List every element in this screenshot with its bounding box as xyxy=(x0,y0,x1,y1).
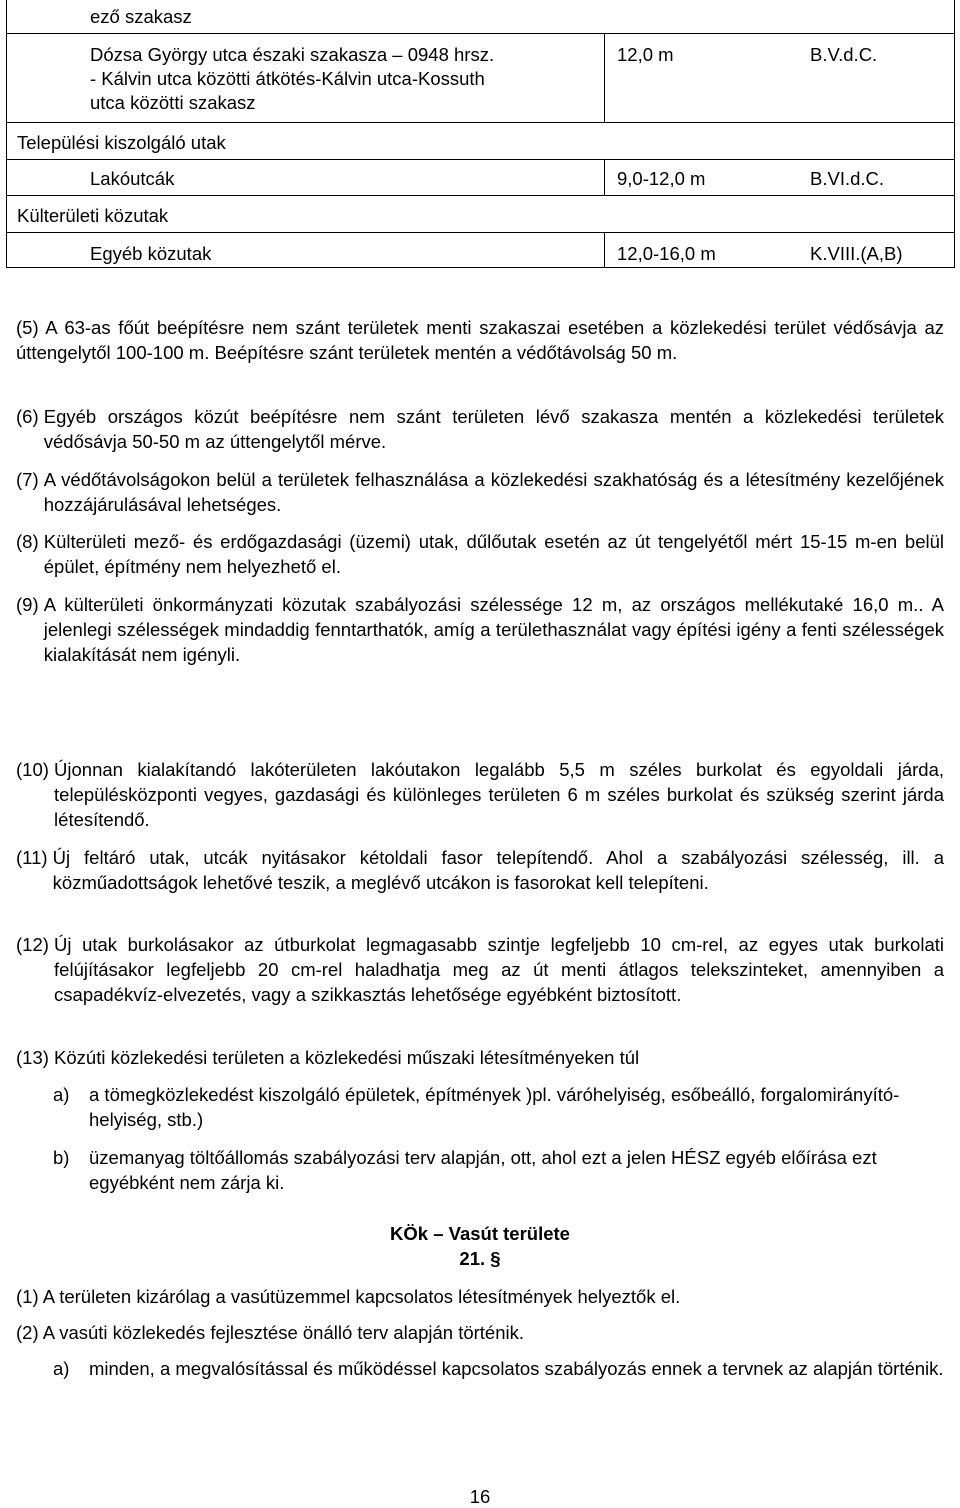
paragraph-10-text: Újonnan kialakítandó lakóterületen lakóutakon legalább 5,5 m széles burkolat és egyoldali járda, településközponti vegyes, gazdasági és különleges területen 6 m széles burkolat és szükség szerint járda létesítendő. xyxy=(54,759,944,830)
table-continuation-label: ező szakasz xyxy=(90,6,192,27)
item-a-text: a tömegközlekedést kiszolgáló épületek, építmények )pl. váróhelyiség, esőbeálló, forgalomirányító-helyiség, stb.) xyxy=(89,1084,900,1130)
paragraph-11 xyxy=(16,845,944,895)
dozsa-row-line3: utca közötti szakasz xyxy=(90,92,256,113)
section-21-item-a xyxy=(53,1356,944,1381)
section-21-paragraph-1: (1) A területen kizárólag a vasútüzemmel kapcsolatos létesítmények helyeztők el. xyxy=(16,1286,681,1307)
section-telepulesi-utak: Települési kiszolgáló utak xyxy=(17,132,226,153)
dozsa-row-width: 12,0 m xyxy=(617,44,674,65)
paragraph-8-text: Külterületi mező- és erdőgazdasági (üzemi) utak, dűlőutak esetén az út tengelyétől mért 15-15 m-en belül épület, építmény nem helyezhető el. xyxy=(43,531,944,577)
paragraph-10-number: (10) xyxy=(16,759,55,780)
section-21-paragraph-2: (2) A vasúti közlekedés fejlesztése önálló terv alapján történik. xyxy=(16,1322,525,1343)
lakoutcak-row-name: Lakóutcák xyxy=(90,168,175,189)
paragraph-6-text: Egyéb országos közút beépítésre nem szánt területen lévő szakasza mentén a közlekedési területek védősávja 50-50 m az úttengelytől mérve. xyxy=(43,406,944,452)
paragraph-13-item-a xyxy=(53,1082,944,1132)
section-21-item-a-text: minden, a megvalósítással és működéssel kapcsolatos szabályozás ennek a tervnek az alapján történik. xyxy=(89,1358,944,1379)
paragraph-8-number: (8) xyxy=(16,531,44,552)
egyeb-row-name: Egyéb közutak xyxy=(90,243,212,264)
section-21-title: KÖk – Vasút területe xyxy=(390,1223,570,1244)
paragraph-8 xyxy=(16,529,944,579)
paragraph-11-number: (11) xyxy=(16,847,53,868)
paragraph-6 xyxy=(16,404,944,454)
lakoutcak-row-width: 9,0-12,0 m xyxy=(617,168,706,189)
item-b-text: üzemanyag töltőállomás szabályozási terv alapján, ott, ahol ezt a jelen HÉSZ egyéb előírása ezt egyébként nem zárja ki. xyxy=(89,1147,877,1193)
paragraph-6-number: (6) xyxy=(16,406,44,427)
paragraph-12-number: (12) xyxy=(16,934,55,955)
page-number: 16 xyxy=(469,1486,491,1507)
paragraph-12 xyxy=(16,932,944,1007)
item-b-label: b) xyxy=(53,1147,70,1168)
lakoutcak-row-category: B.VI.d.C. xyxy=(810,168,885,189)
item-a-label: a) xyxy=(53,1084,70,1105)
egyeb-row-category: K.VIII.(A,B) xyxy=(810,243,903,264)
paragraph-11-text: Új feltáró utak, utcák nyitásakor kétoldali fasor telepítendő. Ahol a szabályozási szélesség, ill. a közműadottságok lehetővé teszik, a meglévő utcákon is fasorokat kell telepíteni. xyxy=(52,847,944,893)
dozsa-row-line1: Dózsa György utca északi szakasza – 0948 hrsz. xyxy=(90,44,495,65)
paragraph-9 xyxy=(16,592,944,667)
paragraph-10 xyxy=(16,757,944,832)
paragraph-7-text: A védőtávolságokon belül a területek felhasználása a közlekedési szakhatóság és a létesítmény kezelőjének hozzájárulásával lehetséges. xyxy=(43,469,944,515)
dozsa-row-line2: - Kálvin utca közötti átkötés-Kálvin utca-Kossuth xyxy=(90,68,485,89)
section-kulteruleti-kozutak: Külterületi közutak xyxy=(17,205,169,226)
paragraph-13: (13) Közúti közlekedési területen a közlekedési műszaki létesítményeken túl xyxy=(16,1047,640,1068)
section-21-item-a-label: a) xyxy=(53,1358,70,1379)
section-21-number: 21. § xyxy=(459,1248,501,1269)
paragraph-5: (5) A 63-as főút beépítésre nem szánt területek menti szakaszai esetében a közlekedési terület védősávja az úttengelytől 100-100 m. Beépítésre szánt területek mentén a védőtávolság 50 m. xyxy=(16,317,944,363)
dozsa-row-category: B.V.d.C. xyxy=(810,44,878,65)
paragraph-12-text: Új utak burkolásakor az útburkolat legmagasabb szintje legfeljebb 10 cm-rel, az egyes utak burkolati felújításakor legfeljebb 20 cm-rel haladhatja meg az út menti átlagos telekszinteket, amennyiben a csapadékvíz-elvezetés, vagy a szikkasztás lehetősége egyébként biztosított. xyxy=(54,934,944,1005)
egyeb-row-width: 12,0-16,0 m xyxy=(617,243,716,264)
paragraph-13-item-b xyxy=(53,1145,944,1195)
paragraph-7 xyxy=(16,467,944,517)
paragraph-9-number: (9) xyxy=(16,594,44,615)
paragraph-7-number: (7) xyxy=(16,469,44,490)
paragraph-9-text: A külterületi önkormányzati közutak szabályozási szélessége 12 m, az országos mellékutaké 16,0 m.. A jelenlegi szélességek mindaddig fenntarthatók, amíg a területhasználat vagy építési igény a fenti szélességek kialakítását nem igényli. xyxy=(43,594,944,665)
